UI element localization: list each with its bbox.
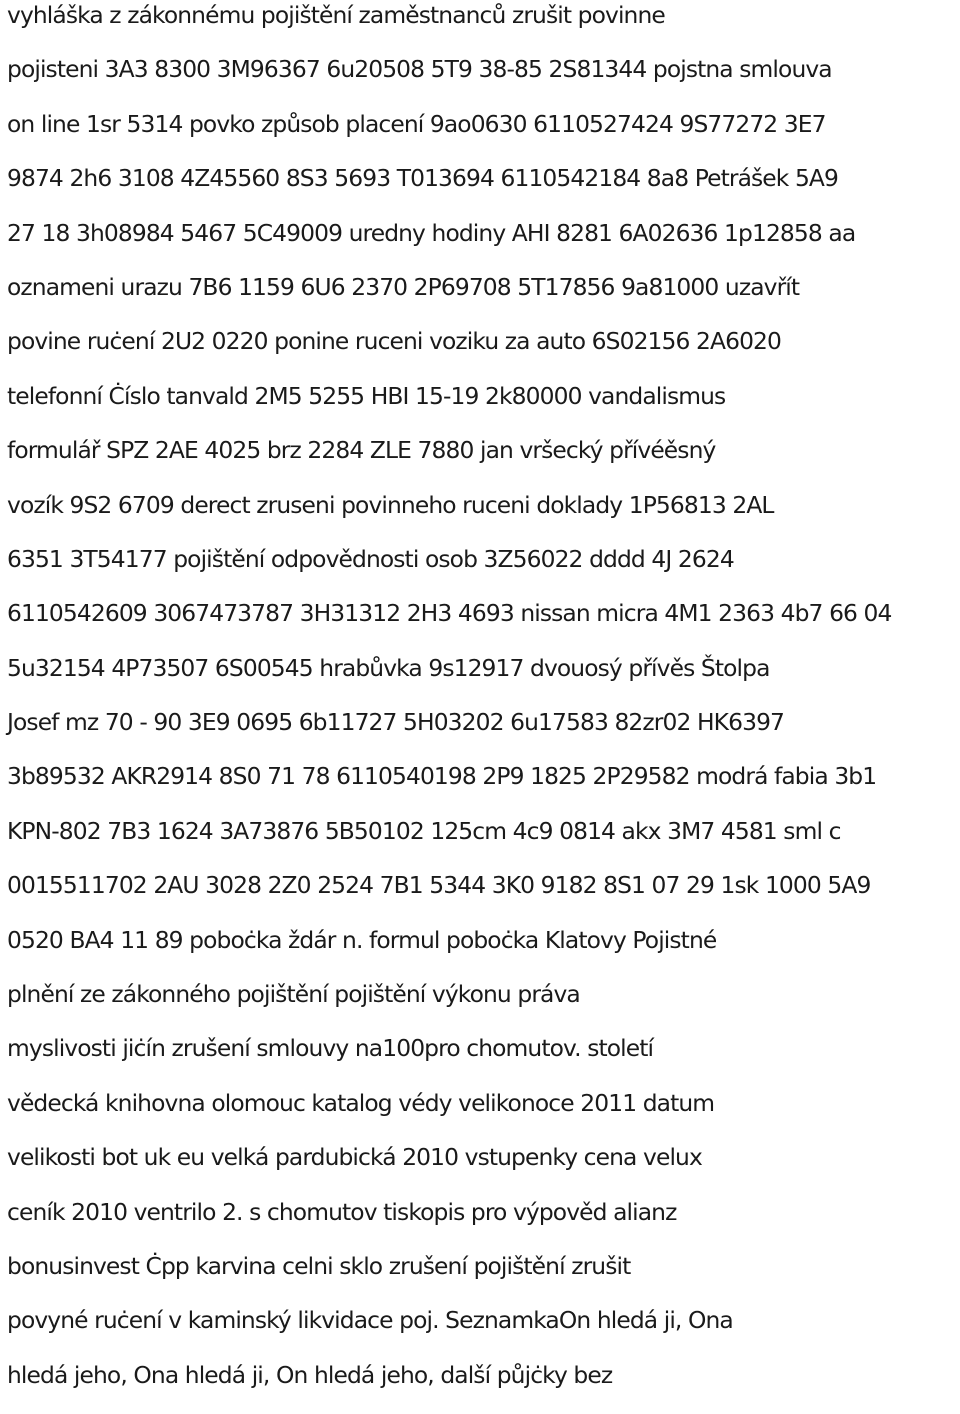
text-line: 3b89532 AKR2914 8S0 71 78 6110540198 2P9 1825 2P29582 modrá fabia 3b1: [7, 762, 877, 791]
text-line: 9874 2h6 3108 4Z45560 8S3 5693 T013694 6110542184 8a8 Petrášek 5A9: [7, 164, 839, 193]
text-line: 6351 3T54177 pojištění odpovědnosti osob 3Z56022 dddd 4J 2624: [7, 544, 734, 573]
text-line: 6110542609 3067473787 3H31312 2H3 4693 nissan micra 4M1 2363 4b7 66 04: [7, 599, 892, 628]
text-line: 27 18 3h08984 5467 5C49009 uredny hodiny AHI 8281 6A02636 1p12858 aa: [7, 218, 856, 247]
text-line: formulář SPZ 2AE 4025 brz 2284 ZLE 7880 jan vršecký přívéěsný: [7, 436, 716, 465]
text-line: povyné ruċení v kaminský likvidace poj. SeznamkaOn hledá ji, Ona: [7, 1306, 733, 1335]
text-line: vědecká knihovna olomouc katalog védy velikonoce 2011 datum: [7, 1088, 715, 1117]
text-line: vyhláška z zákonnému pojištění zaměstnanců zrušit povinne: [7, 1, 665, 29]
text-line: 0520 BA4 11 89 poboċka ždár n. formul poboċka Klatovy Pojistné: [7, 925, 717, 954]
text-line: myslivosti jiċín zrušení smlouvy na100pro chomutov. století: [7, 1034, 654, 1063]
text-line: KPN-802 7B3 1624 3A73876 5B50102 125cm 4c9 0814 akx 3M7 4581 sml c: [7, 816, 841, 845]
text-line: Josef mz 70 - 90 3E9 0695 6b11727 5H03202 6u17583 82zr02 HK6397: [7, 708, 785, 737]
text-line: 0015511702 2AU 3028 2Z0 2524 7B1 5344 3K0 9182 8S1 07 29 1sk 1000 5A9: [7, 871, 871, 900]
text-line: vozík 9S2 6709 derect zruseni povinneho ruceni doklady 1P56813 2AL: [7, 490, 774, 519]
text-line: ceník 2010 ventrilo 2. s chomutov tiskopis pro výpověd alianz: [7, 1197, 677, 1226]
text-line: oznameni urazu 7B6 1159 6U6 2370 2P69708 5T17856 9a81000 uzavřít: [7, 272, 800, 301]
text-line: on line 1sr 5314 povko způsob placení 9ao0630 6110527424 9S77272 3E7: [7, 109, 826, 138]
text-line: telefonní Ċíslo tanvald 2M5 5255 HBI 15-19 2k80000 vandalismus: [7, 381, 726, 410]
text-line: pojisteni 3A3 8300 3M96367 6u20508 5T9 38-85 2S81344 pojstna smlouva: [7, 55, 832, 84]
text-line: hledá jeho, Ona hledá ji, On hledá jeho, další půjċky bez: [7, 1360, 613, 1389]
text-line: 5u32154 4P73507 6S00545 hrabůvka 9s12917 dvouosý přívěs Štolpa: [7, 653, 770, 682]
text-line: povine ruċení 2U2 0220 ponine ruceni voziku za auto 6S02156 2A6020: [7, 327, 782, 356]
text-line: plnění ze zákonného pojištění pojištění výkonu práva: [7, 980, 580, 1009]
text-line: bonusinvest Ċpp karvina celni sklo zrušení pojištění zrušit: [7, 1251, 631, 1280]
text-line: velikosti bot uk eu velká pardubická 2010 vstupenky cena velux: [7, 1143, 702, 1172]
